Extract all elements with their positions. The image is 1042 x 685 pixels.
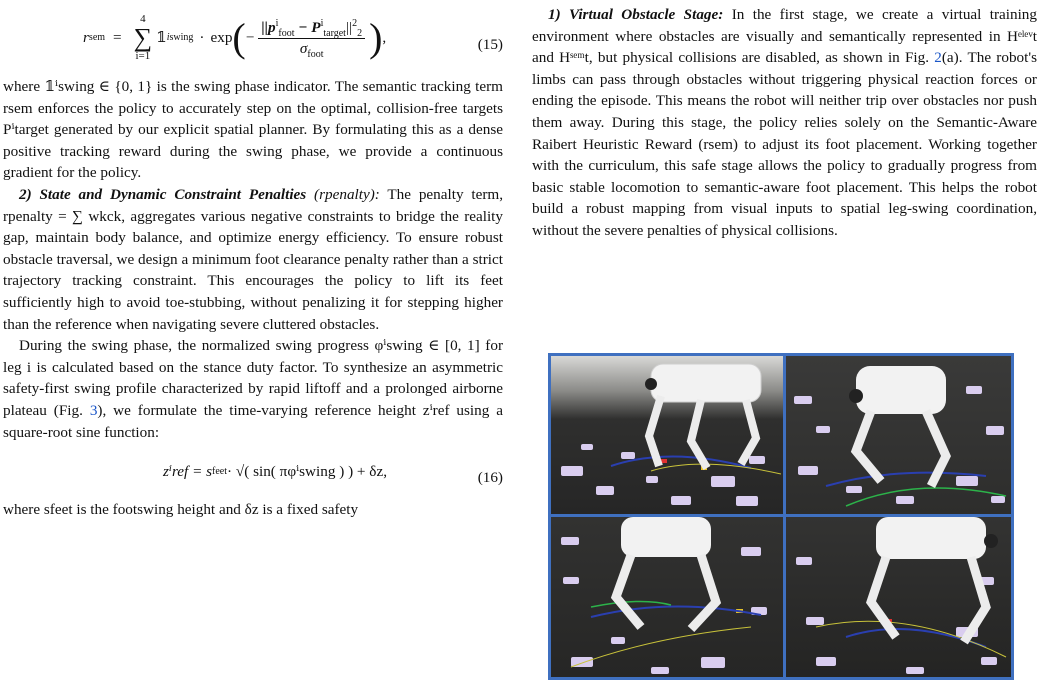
num-sub: foot <box>278 27 295 39</box>
num-text: ||p <box>261 18 276 36</box>
den-sub: foot <box>307 48 324 60</box>
panel-top-right <box>786 356 1011 514</box>
penalties-text: The penalty term, rpenalty = ∑ wkck, aggregates various negative constraints to bridge the reality gap, maintain body balance, and optimize energy efficiency. To ensure robust obstacle traversal, we design a minimum foot clearance penalty rather than a strict trajectory tracking constraint. This encourages the policy to lift its feet sufficiently high to avoid toe-stubbing, without penalizing it for stepping higher than the reference when navigating severe cluttered obstacles. <box>3 185 503 333</box>
left-column <box>3 0 503 521</box>
para-where: where sfeet is the footswing height and δz is a fixed safety <box>3 501 359 519</box>
panel-top-left <box>551 356 783 514</box>
sum-top: 4 <box>140 13 146 25</box>
para-penalties <box>3 184 503 335</box>
norm-exp: 2 <box>352 17 358 29</box>
robot-scene-1 <box>551 356 783 514</box>
swing-text-a: During the swing phase, the normalized swing progress φⁱswing ∈ [0, 1] for leg i is calculated based on the stance duty factor. To synthesize an asymmetric safety-first swing profile characterized by rapid liftoff and a prolonged airborne plateau (Fig. <box>3 337 503 419</box>
equation-16: zⁱref = s feet · √( sin( πφⁱswing ) ) + δz, (16) <box>3 453 503 499</box>
eq16-lhs: zⁱref = s <box>163 463 213 481</box>
eq15-fraction <box>258 18 365 59</box>
robot-scene-2 <box>786 356 1011 514</box>
norm-end: || <box>345 18 353 36</box>
num-sub2: target <box>323 27 346 39</box>
panel-bottom-right <box>786 517 1011 677</box>
equation-15: r sem = 4 ∑ i=1 𝟙 i swing · exp ( − $\frac{||p^i_{foot} - P^i_{target}||^2_2}{\sigma_{foot}}$ ) , (15) <box>83 13 503 62</box>
figure-robot-panels <box>548 353 1014 680</box>
penalties-heading: 2) State and Dynamic Constraint Penalties <box>19 185 307 203</box>
fig3-link[interactable]: 3 <box>89 401 98 419</box>
stage-text-a: In the first stage, we create a virtual training environment where obstacles are visually and semantically represented in Hᵉˡᵉᵛt and Hˢᵉᵐt, but physical collisions are disabled, as shown in Fig. <box>532 6 1037 67</box>
den: σ <box>299 39 308 57</box>
penalties-heading-sym: (rpenalty): <box>314 185 380 203</box>
ind-sup: i <box>166 32 170 43</box>
indicator-symbol: 𝟙 <box>156 29 167 47</box>
num-sup2: i <box>320 17 324 29</box>
para-virtual-stage <box>532 4 1037 242</box>
stage-text-b: (a). The robot's limbs can pass through obstacles without triggering physical reaction forces or ending the episode. This means the robot will neither trip over obstacles nor push them away. During this stage, the policy relies solely on the Semantic-Aware Raibert Heuristic Reward (rsem) to adjust its foot placement. Working together with the curriculum, this safe stage allows the policy to gradually progress from basic stable locomotion to semantic-aware foot placement. This helps the robot build a robust mapping from visual inputs to spatial leg-swing coordination, without the severe penalties of physical collisions. <box>532 49 1037 239</box>
swing-text-b: ), we formulate the time-varying reference height zⁱref using a square-root sine function: <box>3 401 504 441</box>
stage-heading: 1) Virtual Obstacle Stage: <box>548 6 724 23</box>
right-column <box>532 0 1037 242</box>
minus-p: − P <box>294 18 321 36</box>
dot: · <box>199 29 205 47</box>
sum-bottom: i=1 <box>135 50 151 62</box>
eq15-lhs: r <box>83 29 89 47</box>
para-indicator: where 𝟙ⁱswing ∈ {0, 1} is the swing phase indicator. The semantic tracking term rsem enforces the policy to accurately step on the optimal, collision-free targets Pⁱtarget generated by our explicit spatial planner. By formulating this as a dense positive tracking reward during the swing phase, we provide a continuous gradient for the policy. <box>3 78 503 182</box>
eq16-rest: · √( sin( πφⁱswing ) ) + δz, <box>227 463 387 481</box>
eq16-number: (16) <box>477 469 503 487</box>
para-swing <box>3 335 503 443</box>
eq15-number: (15) <box>477 36 503 53</box>
exp-fn: exp <box>210 29 233 47</box>
fig2-link[interactable]: 2 <box>934 49 942 67</box>
eq15-sum: 4 ∑ i=1 <box>133 13 153 62</box>
num-sup: i <box>275 17 279 29</box>
robot-scene-4 <box>786 517 1011 677</box>
panel-bottom-left <box>551 517 783 677</box>
norm-sub: 2 <box>357 27 363 39</box>
robot-scene-3 <box>551 517 783 677</box>
